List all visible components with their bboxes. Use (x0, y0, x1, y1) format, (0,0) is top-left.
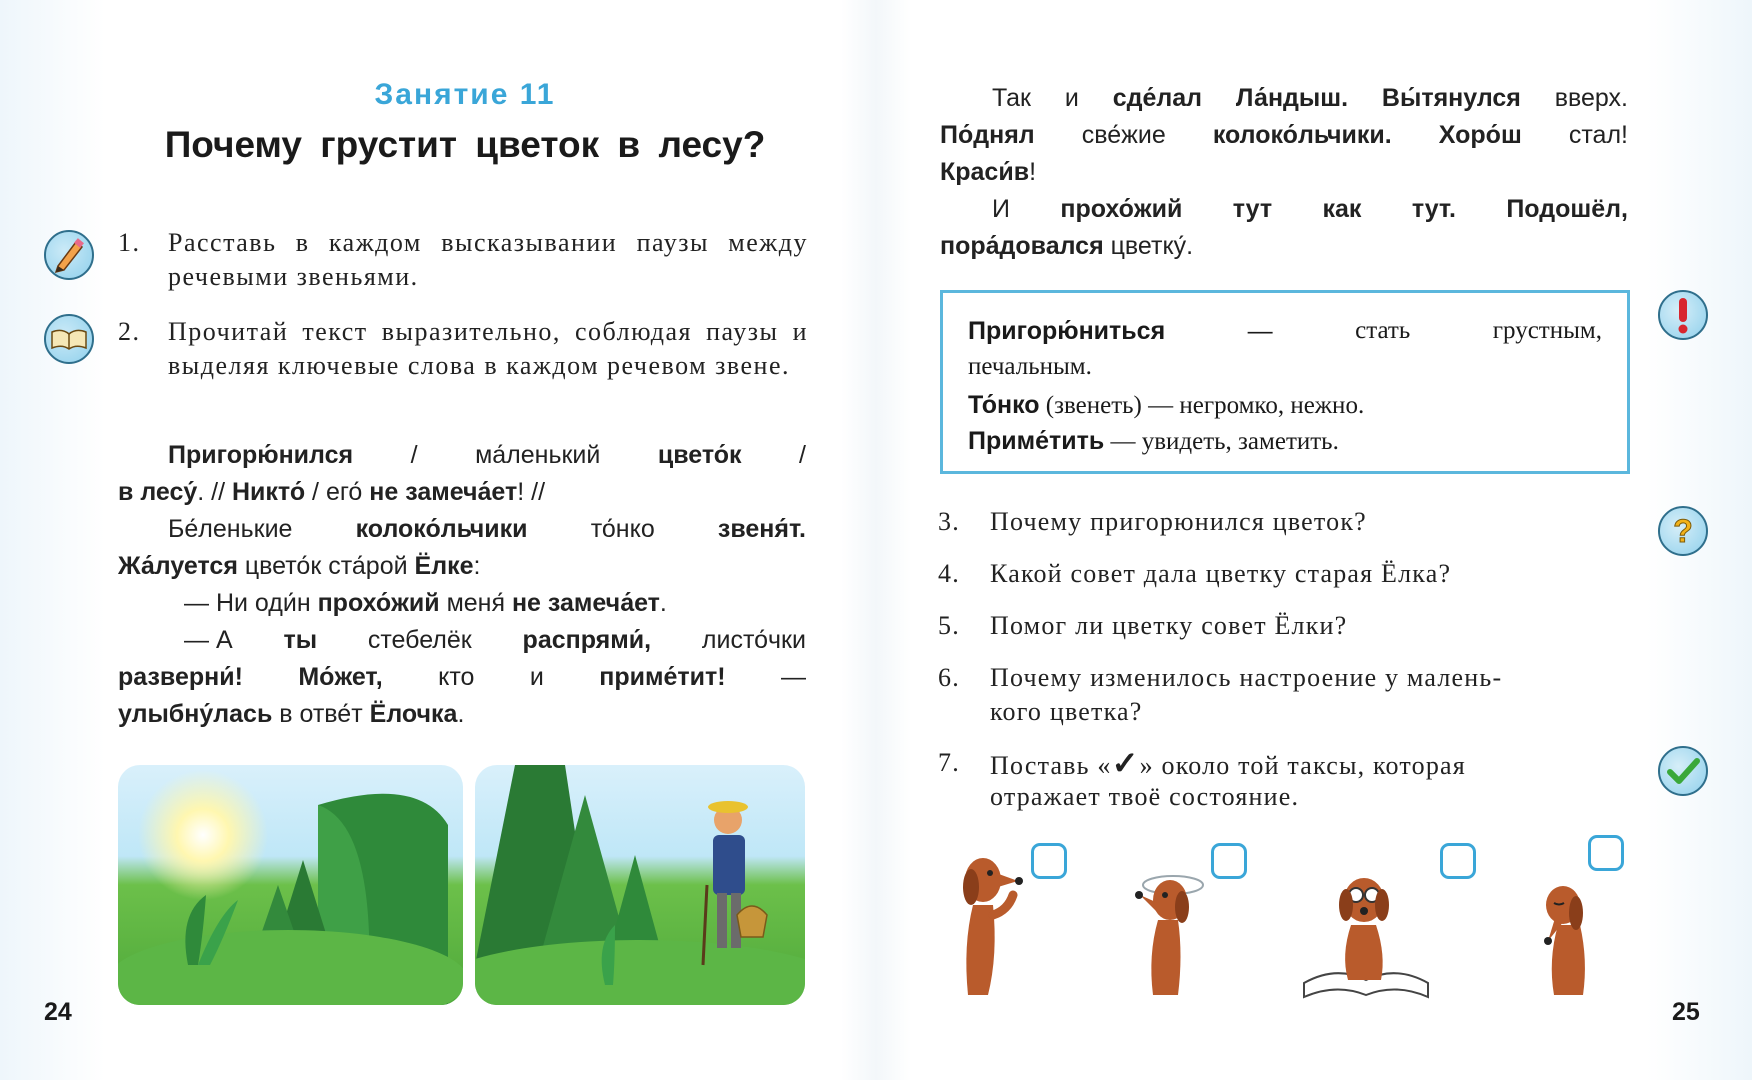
story-word: И (992, 195, 1010, 223)
dachshund-happy (938, 845, 1038, 1005)
story-word: то́нко (590, 515, 655, 543)
story-word: звеня́т. (717, 515, 806, 543)
question-7 (938, 746, 1628, 816)
checkmark-glyph: ✓ (1111, 745, 1140, 781)
question-4 (938, 557, 1628, 591)
story-word: Краси́в (940, 158, 1030, 186)
story-word: ! (1029, 158, 1037, 186)
story-word: / его́ (305, 478, 370, 506)
question-text: отражает твоё состояние. (990, 782, 1300, 811)
choice-checkbox-4[interactable] (1588, 835, 1624, 871)
illustration-passerby (475, 765, 805, 1005)
story-word: колоко́льчики (355, 515, 528, 543)
story-word: — А (184, 626, 233, 654)
story-word: тут. (1411, 195, 1456, 223)
question-text: Почему изменилось настроение у малень- (990, 663, 1503, 692)
question-text: Помог ли цветку совет Ёлки? (990, 611, 1348, 640)
story-word: не замеча́ет (511, 589, 660, 617)
story-word: — (781, 663, 806, 691)
page-number-right: 25 (1672, 998, 1700, 1026)
story-word: и (1064, 84, 1079, 112)
story-word: в лесу́ (118, 478, 198, 506)
story-word: распрями́, (522, 626, 652, 654)
story-word: вверх. (1554, 84, 1628, 112)
exclamation-icon (1658, 290, 1708, 340)
story-text (118, 437, 808, 737)
lesson-label: Занятие 11 (374, 78, 556, 111)
story-word: улыбну́лась (118, 700, 273, 728)
dachshund-sad (1518, 875, 1618, 1005)
svg-text:?: ? (1673, 513, 1693, 549)
story-word: как (1322, 195, 1362, 223)
story-word: прохо́жий (1060, 195, 1183, 223)
story-word: тут (1232, 195, 1273, 223)
story-word: . // (197, 478, 232, 506)
story-word: Жа́луется (118, 552, 238, 580)
story-word: Пригорю́нился (168, 441, 354, 469)
task-number: 1. (118, 228, 141, 257)
vocab-term: Приме́тить (968, 427, 1105, 455)
story-word: стебелёк (367, 626, 472, 654)
story-word: Подошёл, (1506, 195, 1628, 223)
illustration-lily-of-valley (118, 765, 463, 1005)
story-word: пора́довался (940, 232, 1104, 260)
vocab-definition: (звенеть) — негромко, нежно. (1039, 392, 1365, 419)
story-word: ты (283, 626, 318, 654)
story-word: цвето́к (657, 441, 742, 469)
story-word: цвето́к ста́рой (237, 552, 415, 580)
story-word: прохо́жий (317, 589, 440, 617)
pencil-icon (44, 230, 94, 280)
choice-checkbox-2[interactable] (1211, 843, 1247, 879)
question-text: Какой совет дала цветку старая Ёлка? (990, 559, 1452, 588)
story-word: и (529, 663, 544, 691)
story-word: колоко́льчики. (1212, 121, 1392, 149)
vocab-term: То́нко (968, 391, 1040, 419)
story-word: Ёлке (414, 552, 474, 580)
story-word: Бе́ленькие (168, 515, 293, 543)
question-text: » около той таксы, которая (1139, 751, 1466, 780)
story-word: кто (438, 663, 475, 691)
story-word: . (457, 700, 465, 728)
story-word: ! // (517, 478, 546, 506)
story-word: цветку́. (1103, 232, 1194, 260)
task-text: Прочитай текст выразительно, соблюдая паузы и выделяя ключевые слова в каждом речевом звене. (168, 317, 808, 380)
story-word: : (473, 552, 481, 580)
story-word: Никто́ (231, 478, 306, 506)
check-icon (1658, 746, 1708, 796)
story-word: сде́лал (1112, 84, 1203, 112)
story-word: ма́ленький (475, 441, 601, 469)
story-continuation (940, 80, 1630, 270)
task-number: 2. (118, 317, 141, 346)
question-number: 4. (938, 559, 960, 588)
question-number: 7. (938, 748, 960, 777)
vocab-dash: — (1247, 317, 1273, 345)
story-word: приме́тит! (599, 663, 726, 691)
question-number: 5. (938, 611, 960, 640)
dachshund-reading (1296, 855, 1446, 1005)
question-icon (1658, 506, 1708, 556)
story-word: По́днял (940, 121, 1035, 149)
story-word: листо́чки (701, 626, 806, 654)
story-word: / (410, 441, 418, 469)
dachshund-choices (938, 835, 1638, 1005)
vocab-definition: грустным, (1492, 317, 1602, 344)
vocab-definition: стать (1355, 317, 1411, 344)
story-word: не замеча́ет (369, 478, 518, 506)
question-text: кого цветка? (990, 697, 1143, 726)
question-5 (938, 609, 1628, 643)
task-2 (118, 315, 808, 419)
task-1 (118, 226, 808, 296)
story-word: / (799, 441, 806, 469)
choice-checkbox-3[interactable] (1440, 843, 1476, 879)
question-3 (938, 505, 1628, 539)
story-word: в отве́т (272, 700, 370, 728)
story-word: — Ни оди́н (184, 589, 318, 617)
story-word: разверни́! (118, 663, 243, 691)
vocab-definition: печальным. (968, 353, 1092, 380)
story-word: . (659, 589, 667, 617)
question-number: 3. (938, 507, 960, 536)
story-word: Хоро́ш (1438, 121, 1522, 149)
question-text: Поставь « (990, 751, 1112, 780)
story-word: Так (992, 84, 1031, 112)
question-6 (938, 661, 1628, 731)
open-book-icon (44, 314, 94, 364)
story-word: Мо́жет, (298, 663, 383, 691)
question-number: 6. (938, 663, 960, 692)
lesson-title: Почему грустит цветок в лесу? (164, 124, 766, 165)
vocabulary-box (940, 290, 1630, 474)
story-word: стал! (1568, 121, 1628, 149)
task-text: Расставь в каждом высказывании паузы между речевыми звеньями. (168, 228, 808, 291)
dachshund-confused (1118, 855, 1218, 1005)
question-text: Почему пригорюнился цветок? (990, 507, 1367, 536)
vocab-term: Пригорю́ниться (968, 317, 1166, 345)
story-word: Вы́тянулся (1381, 84, 1521, 112)
story-word: све́жие (1081, 121, 1166, 149)
vocab-definition: — увидеть, заметить. (1104, 428, 1339, 455)
choice-checkbox-1[interactable] (1031, 843, 1067, 879)
page-number-left: 24 (44, 998, 72, 1026)
story-word: меня́ (439, 589, 512, 617)
story-word: Ла́ндыш. (1235, 84, 1349, 112)
story-word: Ёлочка (369, 700, 458, 728)
